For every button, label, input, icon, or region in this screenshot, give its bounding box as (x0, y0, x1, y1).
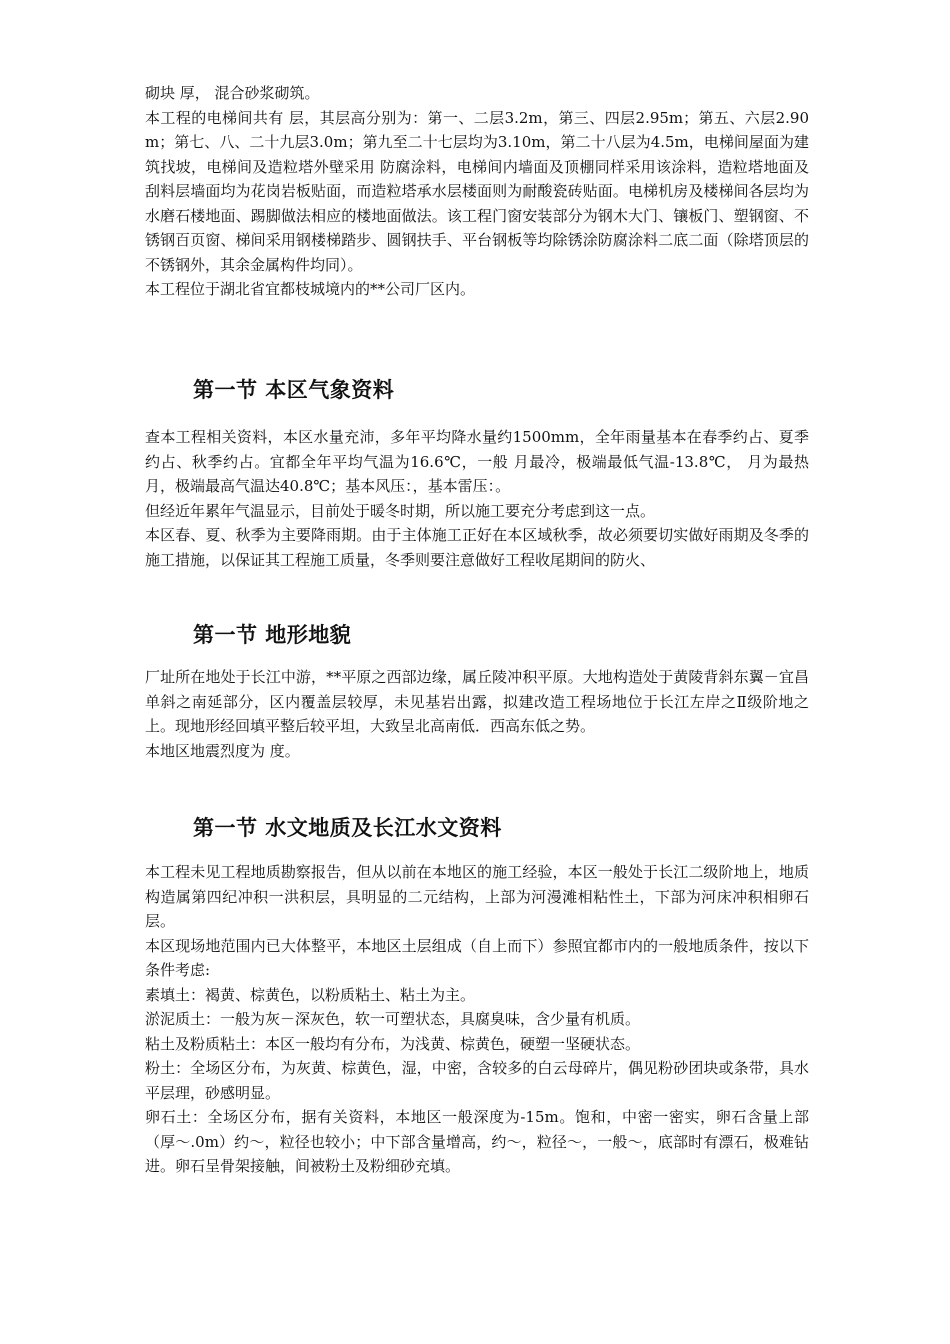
intro-paragraph-1: 砌块 厚， 混合砂浆砌筑。 (145, 84, 320, 102)
hydro-paragraph-1: 本工程未见工程地质勘察报告，但从以前在本地区的施工经验，本区一般处于长江二级阶地上，地质构造属第四纪冲积一洪积层，具明显的二元结构，上部为河漫滩相粘性土，下部为河床冲积相卵石层。 (145, 863, 809, 930)
section-heading-weather: 第一节 本区气象资料 (193, 377, 395, 402)
terrain-block (145, 665, 809, 763)
weather-paragraph-2: 但经近年累年气温显示，目前处于暖冬时期，所以施工要充分考虑到这一点。 (145, 501, 656, 520)
section-heading-terrain: 第一节 地形地貌 (193, 622, 352, 647)
hydro-paragraph-3: 素填土：褐黄、棕黄色，以粉质粘土、粘土为主。 (145, 985, 476, 1004)
intro-paragraph-2: 本工程的电梯间共有 层，其层高分别为：第一、二层3.2m，第三、四层2.95m；第五、六层2.90m；第七、八、二十九层3.0m；第九至二十七层均为3.10m，第二十八层为4.5m，电梯间屋面为建筑找坡，电梯间及造粒塔外壁采用 防腐涂料，电梯间内墙面及顶棚同样采用该涂料，造粒塔地面及刮料层墙面均为花岗岩板贴面，而造粒塔承水层楼面则为耐酸瓷砖贴面。电梯机房及楼梯间各层均为水磨石楼地面、踢脚做法相应的楼地面做法。该工程门窗安装部分为钢木大门、镶板门、塑钢窗、不锈钢百页窗、梯间采用钢楼梯踏步、圆钢扶手、平台钢板等均除锈涂防腐涂料二底二面（除塔顶层的不锈钢外，其余金属构件均同）。 (145, 108, 809, 274)
hydrogeology-block (145, 860, 809, 1179)
intro-block (145, 81, 809, 302)
weather-block (145, 425, 809, 572)
hydro-paragraph-4: 淤泥质土：一般为灰－深灰色，软一可塑状态，具腐臭味，含少量有机质。 (145, 1010, 641, 1028)
hydro-paragraph-7: 卵石土：全场区分布，据有关资料，本地区一般深度为-15m。饱和，中密一密实，卵石含量上部（厚～.0m）约～，粒径也较小；中下部含量增高，约～，粒径～，一般～，底部时有漂石，极难钻进。卵石呈骨架接触，间被粉土及粉细砂充填。 (145, 1108, 809, 1175)
terrain-paragraph-2: 本地区地震烈度为 度。 (145, 741, 300, 760)
hydro-paragraph-5: 粘土及粉质粘土：本区一般均有分布，为浅黄、棕黄色，硬塑一坚硬状态。 (145, 1034, 641, 1053)
hydro-paragraph-6: 粉土：全场区分布，为灰黄、棕黄色，湿，中密，含较多的白云母碎片，偶见粉砂团块或条带，具水平层理，砂感明显。 (145, 1059, 809, 1102)
weather-paragraph-1: 查本工程相关资料，本区水量充沛，多年平均降水量约1500mm，全年雨量基本在春季约占、夏季约占、秋季约占。宜都全年平均气温为16.6℃，一般 月最冷，极端最低气温-13.8℃， 月为最热月，极端最高气温达40.8℃；基本风压：，基本雷压：。 (145, 428, 809, 495)
hydro-paragraph-2: 本区现场地范围内已大体整平，本地区土层组成（自上而下）参照宜都市内的一般地质条件，按以下条件考虑: (145, 936, 809, 979)
section-heading-hydrogeology: 第一节 水文地质及长江水文资料 (193, 815, 502, 840)
intro-paragraph-3: 本工程位于湖北省宜都枝城境内的**公司厂区内。 (145, 280, 476, 298)
terrain-paragraph-1: 厂址所在地处于长江中游，**平原之西部边缘，属丘陵冲积平原。大地构造处于黄陵背斜东翼－宜昌单斜之南延部分，区内覆盖层较厚，未见基岩出露，拟建改造工程场地位于长江左岸之Ⅱ级阶地之上。现地形经回填平整后较平坦，大致呈北高南低．西高东低之势。 (145, 668, 809, 735)
weather-paragraph-3: 本区春、夏、秋季为主要降雨期。由于主体施工正好在本区域秋季，故必须要切实做好雨期及冬季的施工措施，以保证其工程施工质量，冬季则要注意做好工程收尾期间的防火、 (145, 526, 809, 569)
